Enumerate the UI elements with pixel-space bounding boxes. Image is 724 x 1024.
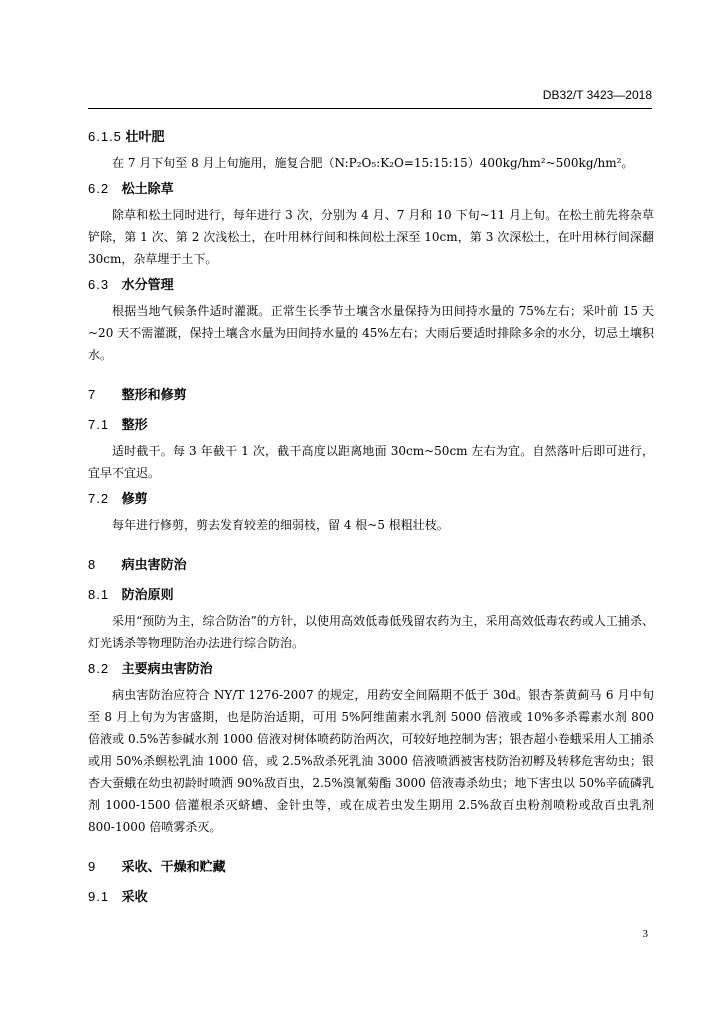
section-title: 松土除草 bbox=[121, 181, 174, 196]
section-number: 8 bbox=[88, 557, 97, 572]
section-number: 9 bbox=[88, 859, 97, 874]
section-title: 采收、干燥和贮藏 bbox=[121, 859, 226, 874]
heading-7-1 bbox=[88, 414, 654, 436]
section-number: 7.1 bbox=[88, 417, 110, 432]
paragraph: 病虫害防治应符合 NY/T 1276-2007 的规定，用药安全间隔期不低于 30d。银杏茶黄蓟马 6 月中旬至 8 月上旬为为害盛期，也是防治适期，可用 5%阿维菌素水乳剂 5000 倍液或 10%多杀霉素水剂 800 倍液或 0.5%苦参碱水剂 1000 倍液对树体喷药防治两次，可较好地控制为害；银杏超小卷蛾采用人工捕杀或用 50%杀螟松乳油 1000 倍，或 2.5%敌杀死乳油 3000 倍液喷洒被害枝防治初孵及转移危害幼虫；银杏大蚕蛾在幼虫初龄时喷洒 90%敌百虫，2.5%溴氰菊酯 3000 倍液毒杀幼虫；地下害虫以 50%辛硫磷乳剂 1000-1500 倍灌根杀灭蛴螬、金针虫等，或在成若虫发生期用 2.5%敌百虫粉剂喷粉或敌百虫乳剂 800-1000 倍喷雾杀灭。 bbox=[88, 688, 654, 834]
standard-code: DB32/T 3423—2018 bbox=[542, 88, 652, 102]
section-title: 修剪 bbox=[121, 491, 148, 506]
section-number: 8.2 bbox=[88, 661, 110, 676]
paragraph: 每年进行修剪，剪去发育较差的细弱枝，留 4 根~5 根粗壮枝。 bbox=[112, 518, 449, 532]
heading-7-2 bbox=[88, 488, 654, 510]
document-body bbox=[88, 126, 654, 908]
section-title: 防治原则 bbox=[121, 587, 174, 602]
section-title: 整形 bbox=[121, 417, 148, 432]
section-title: 整形和修剪 bbox=[121, 387, 187, 402]
section-title: 主要病虫害防治 bbox=[121, 661, 213, 676]
page-number: 3 bbox=[642, 928, 648, 940]
section-title: 壮叶肥 bbox=[125, 129, 165, 144]
section-number: 6.2 bbox=[88, 181, 110, 196]
heading-8-1 bbox=[88, 584, 654, 606]
section-title: 水分管理 bbox=[121, 277, 174, 292]
section-number: 9.1 bbox=[88, 889, 110, 904]
paragraph: 除草和松土同时进行，每年进行 3 次，分别为 4 月、7 月和 10 下旬~11 月上旬。在松土前先将杂草铲除，第 1 次、第 2 次浅松土，在叶用林行间和株间松土深至 10cm，第 3 次深松土，在叶用林行间深翻 30cm，杂草埋于土下。 bbox=[88, 208, 654, 266]
heading-6-3 bbox=[88, 274, 654, 296]
heading-6-2 bbox=[88, 178, 654, 200]
heading-7 bbox=[88, 384, 654, 406]
heading-9-1 bbox=[88, 886, 654, 908]
section-number: 6.1.5 bbox=[88, 129, 122, 144]
heading-8-2 bbox=[88, 658, 654, 680]
heading-9 bbox=[88, 856, 654, 878]
section-number: 7.2 bbox=[88, 491, 110, 506]
section-number: 6.3 bbox=[88, 277, 110, 292]
heading-8 bbox=[88, 554, 654, 576]
paragraph: 根据当地气候条件适时灌溉。正常生长季节土壤含水量保持为田间持水量的 75%左右；采叶前 15 天~20 天不需灌溉，保持土壤含水量为田间持水量的 45%左右；大雨后要适时排除多余的水分，切忌土壤积水。 bbox=[88, 304, 654, 362]
paragraph: 采用“预防为主，综合防治”的方针，以使用高效低毒低残留农药为主，采用高效低毒农药或人工捕杀、灯光诱杀等物理防治办法进行综合防治。 bbox=[88, 614, 654, 650]
section-title: 病虫害防治 bbox=[121, 557, 187, 572]
section-title: 采收 bbox=[121, 889, 148, 904]
paragraph: 适时截干。每 3 年截干 1 次，截干高度以距离地面 30cm~50cm 左右为宜。自然落叶后即可进行，宜早不宜迟。 bbox=[88, 444, 654, 480]
section-number: 7 bbox=[88, 387, 97, 402]
section-number: 8.1 bbox=[88, 587, 110, 602]
heading-6-1-5 bbox=[88, 126, 654, 148]
paragraph: 在 7 月下旬至 8 月上旬施用，施复合肥（N:P₂O₅:K₂O=15:15:15）400kg/hm²~500kg/hm²。 bbox=[112, 156, 634, 170]
header-rule bbox=[88, 108, 652, 109]
